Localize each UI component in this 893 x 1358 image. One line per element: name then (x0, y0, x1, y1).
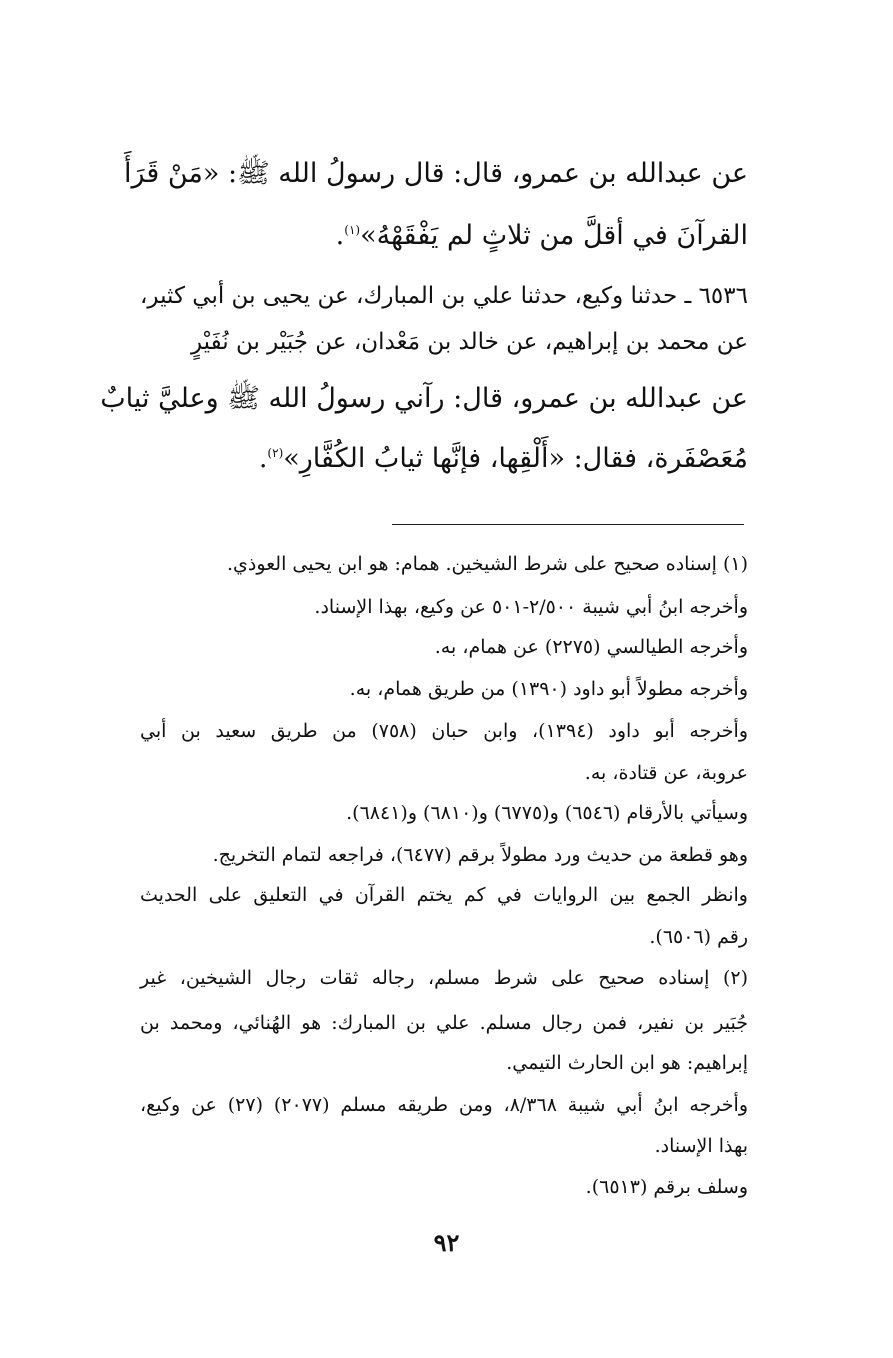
footnote-line: وأخرجه ابنُ أبي شيبة ٨/٣٦٨، ومن طريقه مسلم (٢٠٧٧) (٢٧) عن وكيع، (140, 1094, 749, 1116)
main-text-line (123, 158, 748, 190)
footnote-line: وسلف برقم (٦٥١٣). (585, 1176, 748, 1198)
footnote-line: إبراهيم: هو ابن الحارث التيمي. (506, 1052, 748, 1074)
footnote-line: جُبَير بن نفير، فمن رجال مسلم. علي بن المبارك: هو الهُنائي، ومحمد بن (140, 1012, 748, 1034)
footnote-line: وأخرجه مطولاً أبو داود (١٣٩٠) من طريق همام، به. (349, 678, 748, 700)
main-text-fragment: مُعَصْفَرة، فقال: «أَلْقِها، فإنَّها ثيابُ الكُفَّارِ» (283, 443, 748, 474)
hadith-isnad-line (140, 281, 748, 311)
punctuation: . (258, 443, 268, 474)
footnote-line: (١) إسناده صحيح على شرط الشيخين. همام: هو ابن يحيى العوذي. (226, 553, 748, 575)
footnote-line: وأخرجه أبو داود (١٣٩٤)، وابن حبان (٧٥٨) من طريق سعيد بن أبي (140, 720, 748, 742)
footnote-line: وأخرجه الطيالسي (٢٢٧٥) عن همام، به. (434, 636, 748, 658)
footnote-line: بهذا الإسناد. (654, 1135, 748, 1157)
page-number: ٩٢ (433, 1228, 460, 1257)
footnote-line: (٢) إسناده صحيح على شرط مسلم، رجاله ثقات رجال الشيخين، غير (140, 967, 748, 989)
main-text-line (140, 214, 748, 252)
footnote-line: وهو قطعة من حديث ورد مطولاً برقم (٦٤٧٧)، فراجعه لتمام التخريج. (212, 844, 748, 866)
main-text-line (140, 437, 748, 475)
main-text-fragment: القرآنَ في أقلَّ من ثلاثٍ لم يَفْقَهْهُ» (360, 220, 748, 251)
main-text-fragment: عن عبدالله بن عمرو، قال: رآني رسولُ الله ﷺ وعليَّ ثيابٌ (100, 383, 748, 414)
footnote-line: وأخرجه ابنُ أبي شيبة ٢/٥٠٠-٥٠١ عن وكيع، بهذا الإسناد. (314, 596, 748, 618)
footnote-ref-1: (١) (344, 223, 361, 237)
punctuation: . (335, 220, 345, 251)
main-text-line (100, 383, 748, 415)
main-text-fragment: عن عبدالله بن عمرو، قال: قال رسولُ الله ﷺ: «مَنْ قَرَأَ (123, 158, 748, 189)
hadith-isnad-fragment: عن محمد بن إبراهيم، عن خالد بن مَعْدان، عن جُبَيْر بن نُفَيْرٍ (190, 329, 748, 355)
footnote-line: وانظر الجمع بين الروايات في كم يختم القرآن في التعليق على الحديث (140, 884, 748, 906)
footnote-ref-2: (٢) (267, 446, 284, 460)
hadith-isnad-fragment: ٦٥٣٦ ـ حدثنا وكيع، حدثنا علي بن المبارك، عن يحيى بن أبي كثير، (140, 283, 748, 309)
footnote-line: عروبة، عن قتادة، به. (584, 762, 748, 784)
footnote-separator (392, 524, 744, 525)
footnote-line: وسيأتي بالأرقام (٦٥٤٦) و(٦٧٧٥) و(٦٨١٠) و(٦٨٤١). (346, 802, 748, 824)
footnote-line: رقم (٦٥٠٦). (649, 926, 748, 948)
hadith-isnad-line (140, 327, 748, 357)
